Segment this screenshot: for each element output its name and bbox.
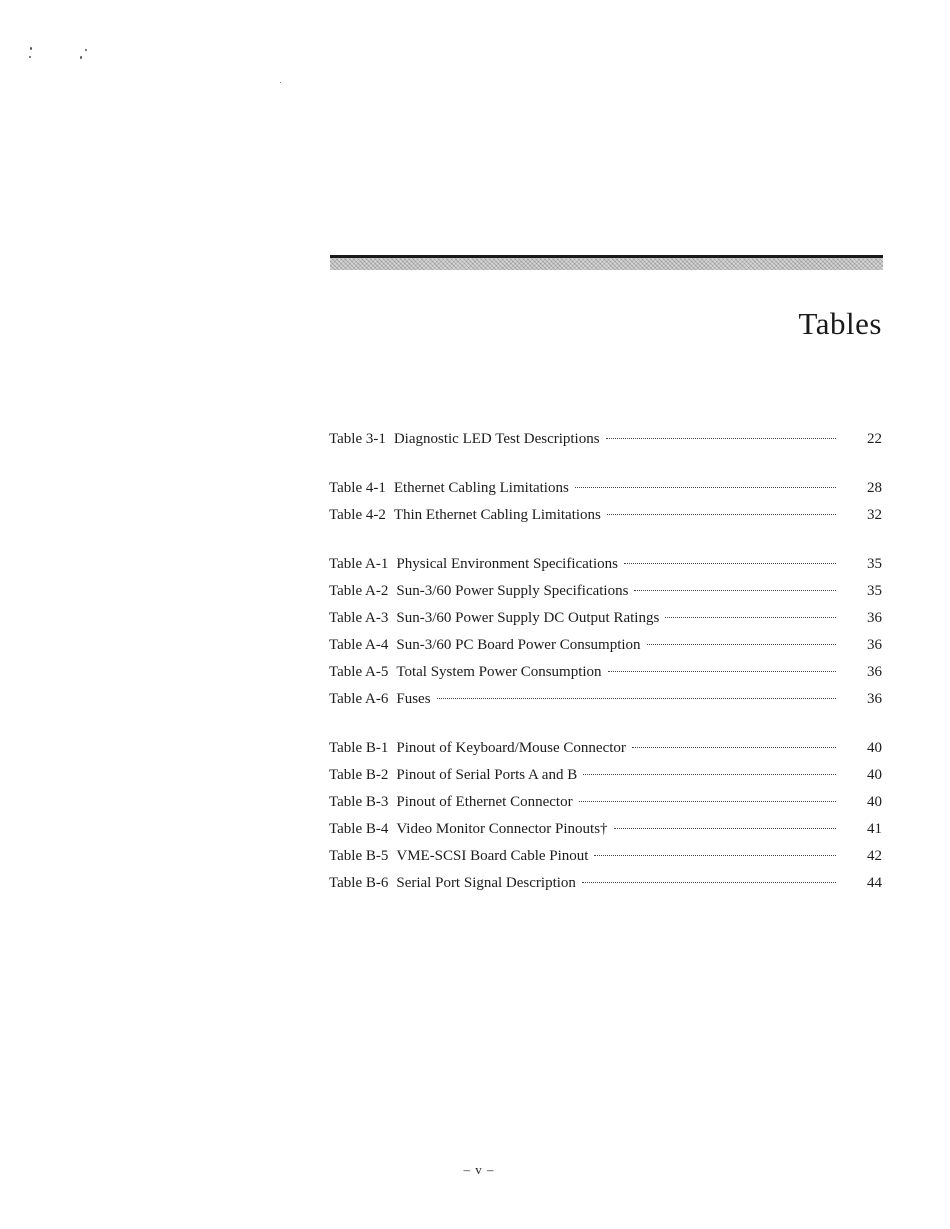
table-page-number: 35 (867, 583, 882, 599)
table-number: Table 4-1 (329, 480, 386, 496)
table-number: Table A-2 (329, 583, 389, 599)
table-page-number: 40 (867, 740, 882, 756)
table-list (329, 426, 882, 919)
table-page-number: 35 (867, 556, 882, 572)
table-list-entry[interactable] (329, 632, 882, 659)
table-title: Ethernet Cabling Limitations (393, 480, 569, 496)
table-number: Table B-4 (329, 821, 389, 837)
dot-leader (614, 828, 836, 829)
dot-leader (624, 563, 836, 564)
dot-leader (634, 590, 836, 591)
scan-speck (280, 82, 281, 83)
table-list-entry[interactable] (329, 475, 882, 502)
table-list-entry[interactable] (329, 426, 882, 453)
table-number: Table B-6 (329, 875, 389, 891)
table-list-entry[interactable] (329, 605, 882, 632)
table-page-number: 36 (867, 637, 882, 653)
table-number: Table B-5 (329, 848, 389, 864)
table-number: Table B-2 (329, 767, 389, 783)
dot-leader (437, 698, 836, 699)
table-list-entry[interactable] (329, 659, 882, 686)
scan-speck (80, 56, 82, 59)
table-list-entry[interactable] (329, 789, 882, 816)
table-list-entry[interactable] (329, 762, 882, 789)
dot-leader (607, 514, 836, 515)
table-list-group (329, 551, 882, 713)
scan-speck (85, 49, 87, 51)
table-title: Video Monitor Connector Pinouts† (396, 821, 608, 837)
dot-leader (594, 855, 836, 856)
table-number: Table B-3 (329, 794, 389, 810)
table-number: Table 3-1 (329, 431, 386, 447)
table-title: Sun-3/60 Power Supply DC Output Ratings (396, 610, 660, 626)
table-list-entry[interactable] (329, 816, 882, 843)
table-page-number: 44 (867, 875, 882, 891)
table-page-number: 32 (867, 507, 882, 523)
dot-leader (665, 617, 836, 618)
table-list-entry[interactable] (329, 686, 882, 713)
table-list-entry[interactable] (329, 735, 882, 762)
table-page-number: 41 (867, 821, 882, 837)
dot-leader (579, 801, 836, 802)
table-title: Diagnostic LED Test Descriptions (393, 431, 600, 447)
table-page-number: 36 (867, 664, 882, 680)
table-page-number: 42 (867, 848, 882, 864)
table-number: Table A-6 (329, 691, 389, 707)
table-list-entry[interactable] (329, 502, 882, 529)
table-page-number: 36 (867, 610, 882, 626)
table-number: Table A-4 (329, 637, 389, 653)
table-number: Table 4-2 (329, 507, 386, 523)
table-title: VME-SCSI Board Cable Pinout (396, 848, 589, 864)
table-page-number: 36 (867, 691, 882, 707)
table-list-entry[interactable] (329, 551, 882, 578)
table-title: Sun-3/60 PC Board Power Consumption (396, 637, 641, 653)
table-list-entry[interactable] (329, 843, 882, 870)
scan-speck (30, 47, 32, 50)
table-title: Physical Environment Specifications (396, 556, 618, 572)
table-page-number: 22 (867, 431, 882, 447)
table-title: Total System Power Consumption (396, 664, 602, 680)
header-halftone-band (330, 258, 883, 270)
table-title: Pinout of Ethernet Connector (396, 794, 573, 810)
table-number: Table B-1 (329, 740, 389, 756)
table-list-entry[interactable] (329, 870, 882, 897)
table-number: Table A-1 (329, 556, 389, 572)
dot-leader (606, 438, 836, 439)
table-page-number: 40 (867, 767, 882, 783)
table-title: Pinout of Keyboard/Mouse Connector (396, 740, 626, 756)
table-title: Serial Port Signal Description (396, 875, 576, 891)
dot-leader (632, 747, 836, 748)
scan-speck (29, 56, 31, 58)
page-number: – v – (463, 1162, 495, 1177)
table-list-group (329, 735, 882, 897)
table-title: Sun-3/60 Power Supply Specifications (396, 583, 629, 599)
table-list-group (329, 426, 882, 453)
table-list-group (329, 475, 882, 529)
table-number: Table A-3 (329, 610, 389, 626)
table-page-number: 40 (867, 794, 882, 810)
table-title: Fuses (396, 691, 431, 707)
table-list-entry[interactable] (329, 578, 882, 605)
dot-leader (582, 882, 836, 883)
dot-leader (575, 487, 836, 488)
dot-leader (608, 671, 836, 672)
dot-leader (647, 644, 836, 645)
table-title: Pinout of Serial Ports A and B (396, 767, 578, 783)
page-title: Tables (798, 306, 882, 341)
table-page-number: 28 (867, 480, 882, 496)
table-number: Table A-5 (329, 664, 389, 680)
table-title: Thin Ethernet Cabling Limitations (393, 507, 601, 523)
dot-leader (583, 774, 836, 775)
